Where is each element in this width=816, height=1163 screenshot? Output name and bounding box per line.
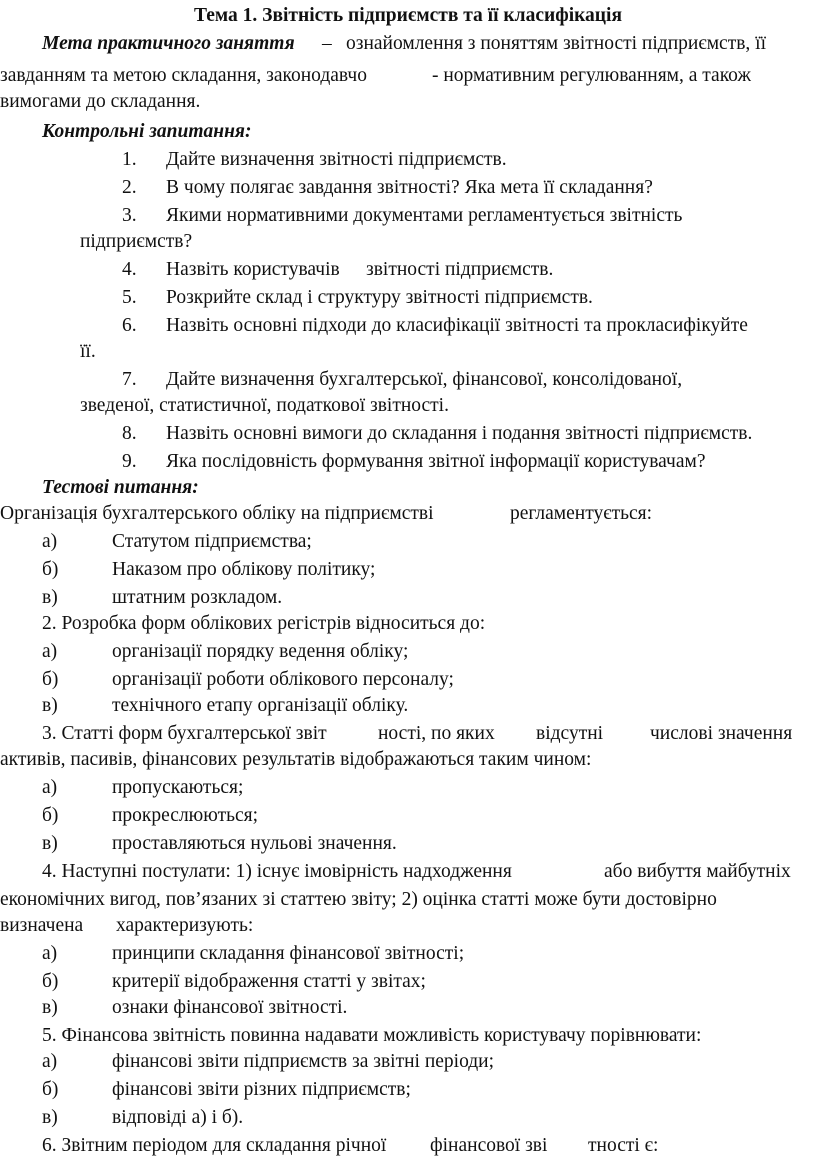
goal-text-2b: - нормативним регулюванням, а також [432,65,751,86]
question-2: 2. Розробка форм облікових регістрів відноситься до: [42,613,486,634]
control-heading: Контрольні запитання: [42,121,252,142]
control-item-cont: зведеної, статистичної, податкової звітності. [80,395,449,416]
tests-heading: Тестові питання: [42,477,199,498]
page-title: Тема 1. Звітність підприємств та її класифікація [193,5,623,26]
question-4-line-2: економічних вигод, пов’язаних зі статтею звіту; 2) оцінка статті може бути достовірно [0,889,717,910]
control-item-cont: підприємств? [80,231,193,252]
question-5: 5. Фінансова звітність повинна надавати можливість користувачу порівнювати: [42,1025,702,1046]
goal-label: Мета практичного заняття [42,33,295,54]
question-3-line-2: активів, пасивів, фінансових результатів відображаються таким чином: [0,749,592,770]
control-item-cont: її. [80,341,96,362]
goal-dash: – [322,33,332,54]
goal-text-2a: завданням та метою складання, законодавчо [0,65,367,86]
goal-text: ознайомлення з поняттям звітності підприємств, її [346,33,767,54]
goal-line-3: вимогами до складання. [0,91,201,112]
